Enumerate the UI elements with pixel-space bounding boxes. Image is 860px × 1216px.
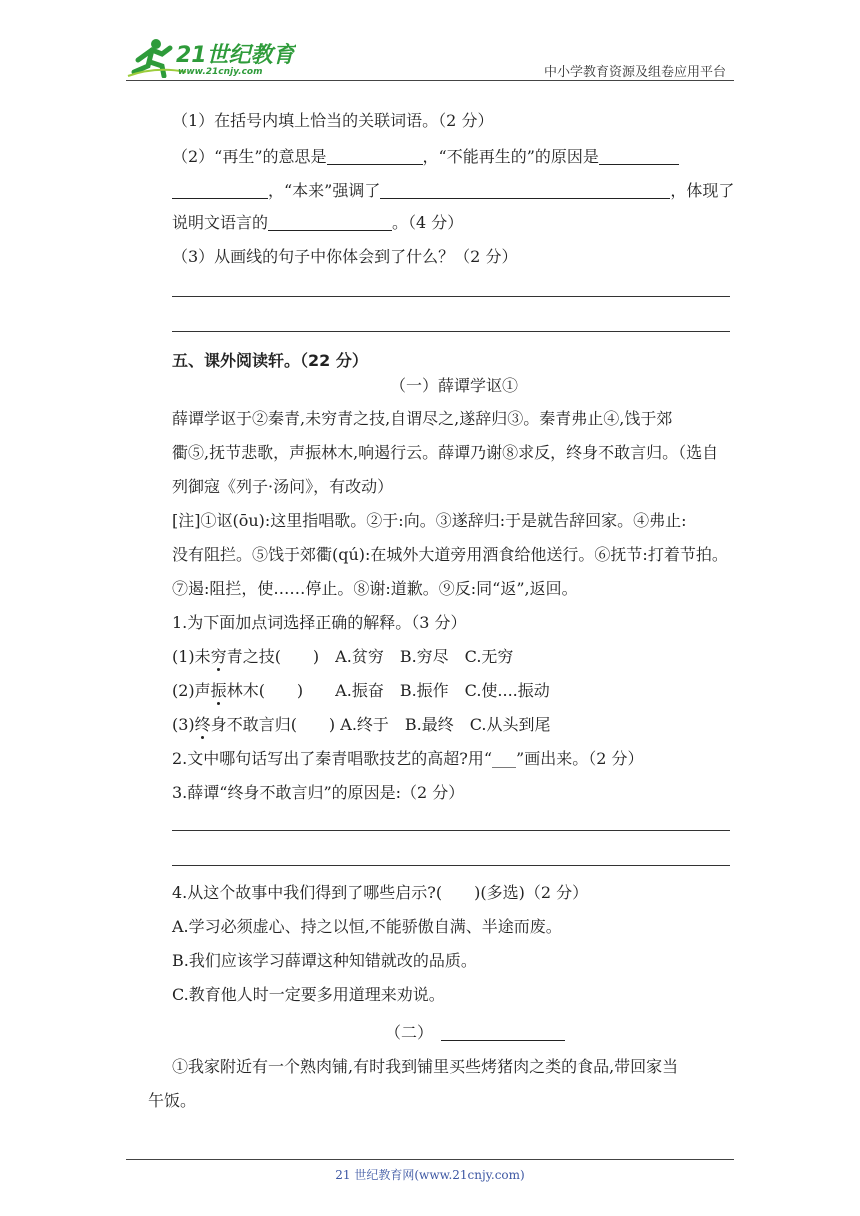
- dotted-word: 终: [194, 715, 211, 734]
- question-3: 3.薛谭“终身不敢言归”的原因是:（2 分）: [172, 783, 465, 802]
- question-2: 2.文中哪句话写出了秦青唱歌技艺的高超?用“___”画出来。（2 分）: [172, 749, 644, 768]
- passage-line: 列御寇《列子·汤问》，有改动）: [172, 477, 394, 496]
- q1-text: 青之技( ) A.贫穷 B.穷尽 C.无穷: [226, 647, 514, 666]
- footer-divider: [126, 1159, 734, 1160]
- logo-text: 21世纪教育: [176, 43, 295, 68]
- platform-tagline: 中小学教育资源及组卷应用平台: [543, 65, 726, 80]
- logo-url: www.21cnjy.com: [178, 67, 263, 77]
- q4-part3: （3）从画线的句子中你体会到了什么？（2 分）: [172, 247, 518, 266]
- subsection-label: （二）: [385, 1023, 434, 1042]
- q1-item-3: [172, 714, 551, 736]
- q4-part2-line2: [172, 180, 734, 202]
- passage-line: 衢⑤,抚节悲歌，声振林木,响遏行云。薛谭乃谢⑧求反，终身不敢言归。（选自: [172, 443, 719, 462]
- dotted-word: 穷: [210, 647, 227, 666]
- site-logo: [126, 36, 296, 78]
- footer-text: 21 世纪教育网(www.21cnjy.com): [335, 1168, 525, 1182]
- passage2-line: ①我家附近有一个熟肉铺,有时我到铺里买些烤猪肉之类的食品,带回家当: [172, 1057, 679, 1076]
- q1-text: 身不敢言归( ) A.终于 B.最终 C.从头到尾: [210, 715, 551, 734]
- section-title: 五、课外阅读轩。（22 分）: [172, 351, 368, 370]
- answer-line[interactable]: [172, 331, 730, 332]
- q4-text: ，体现了: [670, 181, 735, 200]
- runner-logo-icon: [126, 36, 296, 78]
- answer-line[interactable]: [172, 865, 730, 866]
- q4-part2-line3: [172, 212, 463, 234]
- fill-blank[interactable]: [268, 214, 392, 231]
- subsection-title-2: [385, 1022, 565, 1044]
- fill-blank[interactable]: [599, 148, 679, 165]
- option-a: A.学习必须虚心、持之以恒,不能骄傲自满、半途而废。: [172, 917, 562, 936]
- question-1: 1.为下面加点词选择正确的解释。（3 分）: [172, 613, 467, 632]
- q1-text: (3): [172, 715, 195, 734]
- q4-text: ，“本来”强调了: [268, 181, 381, 200]
- question-4: 4.从这个故事中我们得到了哪些启示?( )(多选)（2 分）: [172, 883, 589, 902]
- q1-text: (1)未: [172, 647, 211, 666]
- dotted-word: 振: [210, 681, 227, 700]
- note-line: ⑦遏:阻拦，使……停止。⑧谢:道歉。⑨反:同“返”,返回。: [172, 579, 578, 598]
- passage2-line: 午饭。: [148, 1091, 197, 1110]
- q1-text: 林木( ) A.振奋 B.振作 C.使....振动: [226, 681, 550, 700]
- answer-line[interactable]: [172, 296, 730, 297]
- option-c: C.教育他人时一定要多用道理来劝说。: [172, 985, 445, 1004]
- note-line: [注]①讴(ōu):这里指唱歌。②于:向。③遂辞归:于是就告辞回家。④弗止:: [172, 511, 687, 530]
- q4-text: （2）“再生”的意思是: [172, 147, 327, 166]
- passage-line: 薛谭学讴于②秦青,未穷青之技,自谓尽之,遂辞归③。秦青弗止④,饯于郊: [172, 409, 673, 428]
- q1-item-2: [172, 680, 550, 702]
- subsection-title-1: （一）薛谭学讴①: [390, 376, 519, 395]
- q4-part1: （1）在括号内填上恰当的关联词语。（2 分）: [172, 111, 494, 130]
- fill-blank[interactable]: [172, 182, 268, 199]
- answer-line[interactable]: [172, 830, 730, 831]
- option-b: B.我们应该学习薛谭这种知错就改的品质。: [172, 951, 477, 970]
- note-line: 没有阻拦。⑤饯于郊衢(qú):在城外大道旁用酒食给他送行。⑥抚节:打着节拍。: [172, 545, 728, 564]
- q4-part2-line1: [172, 146, 679, 168]
- q4-text: 说明文语言的: [172, 213, 269, 232]
- q1-text: (2)声: [172, 681, 211, 700]
- q4-text: ，“不能再生的”的原因是: [422, 147, 599, 166]
- title-blank[interactable]: [441, 1024, 565, 1041]
- fill-blank[interactable]: [380, 182, 670, 199]
- header-divider: [126, 80, 734, 81]
- q1-item-1: [172, 646, 513, 668]
- fill-blank[interactable]: [327, 148, 423, 165]
- q4-text: 。（4 分）: [392, 213, 464, 232]
